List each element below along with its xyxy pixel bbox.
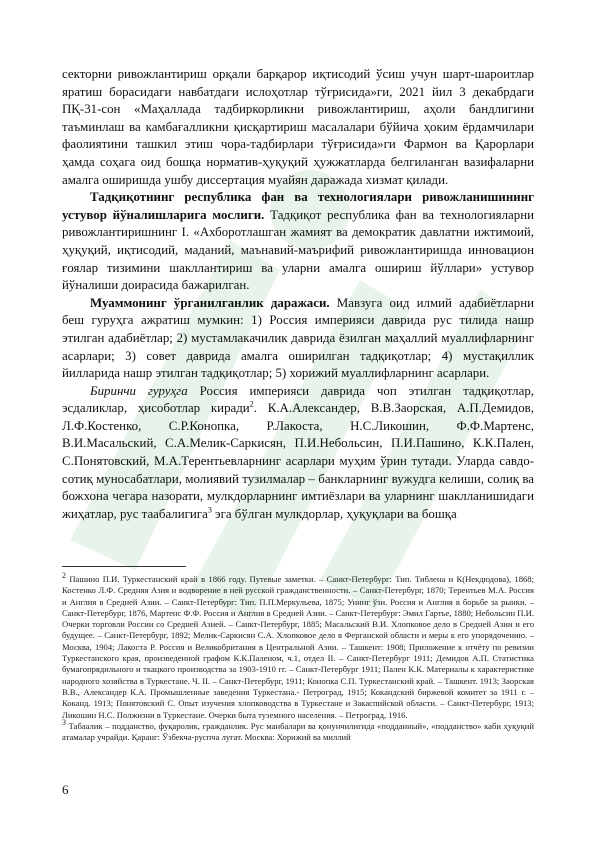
footnote-ref-2[interactable]: 2 bbox=[249, 399, 254, 409]
paragraph-2: Тадқиқотнинг республика фан ва технологиялари ривожланишининг устувор йўналишларига мослиги. Тадқиқот республика фан ва технологияларни ривожлантиришнинг I. «Ахборотлашган жамият ва демократик давлатни ижтимоий, ҳуқуқий, иқтисодий, маданий, маънавий-маърифий ривожлантиришда инновацион ғоялар тизимини шакллантириш ва уларни амалга ошириш йўллари» устувор йўналиши доирасида бажарилган. bbox=[62, 190, 534, 293]
heading-relevance: Тадқиқотнинг республика фан ва технологиялари ривожланишининг устувор йўналишларига мослиги. bbox=[62, 190, 534, 222]
page-number: 6 bbox=[62, 782, 69, 797]
heading-study-degree: Муаммонинг ўрганилганлик даражаси. bbox=[90, 295, 330, 310]
footnote-ref-3[interactable]: 3 bbox=[207, 505, 212, 515]
footnote-3: $^3$ Табаалик – подданство, фуқаролик, гражданлик. Рус манбалари ва қонунчилигида «подданный», «подданство» каби ҳуқуқий атамалар учрайди. Қаранг: Ўзбекча-руспча луғат. Москва: Хорижий ва миллий bbox=[62, 718, 534, 743]
footnotes bbox=[62, 571, 534, 743]
first-group-label: Биринчи гуруҳга bbox=[90, 383, 188, 398]
footnote-separator bbox=[62, 566, 186, 567]
footnote-2: $^2$ Пашино П.И. Туркестанский край в 1866 году. Путевые заметки. – Санкт-Петербург: Тип. Тиблена и К(Некдюдова), 1868; Костенко Л.Ф. Средняя Азия и водворение в ней русской гражданственности. – Санкт-Петербург, 1870; Терентьев М.А. Россия и Англия в Средней Азии. – Санкт-Петербург: Тип. П.П.Меркульева, 1875; Унинг ўзи. Россия и Англия в борьбе за рынки. – Санкт-Петербург, 1876, Мартенс Ф.Ф. Россия и Англия в Средней Азии. – Санкт-Петербург: Эмил Гартье, 1880; Небольсин П.И. Очерки торговли России со Средней Азией. – Санкт-Петербург, 1885; Масальский В.И. Хлопковое дело в Средней Азии и его будущее. – Санкт-Петербург, 1892; Мелик-Саркисян С.А. Хлопковое дело в Ферганской области и меры к его упорядочению. – Москва, 1904; Лакоста Р. Россия и Великобритания в Центральной Азии. – Ташкент: 1908; Приложение к отчёту по ревизии Туркестанского края, произведенной графом К.К.Паленом, ч.1, отдел II. – Санкт-Петербург 1911; Демидов А.П. Статистика бумагопрядильного и ткацкого производства за 1903-1910 гг. – Санкт-Петербург 1911; Пален К.К. Материалы к характеристике народного хозяйства в Туркестане. Ч. II. – Санкт-Петербург, 1911; Конопка С.П. Туркестанский край. – Ташкент. 1913; Заорская В.В., Александер К.А. Промышленные заведения Туркестана.- Петроград, 1915; Кокандский биржевой комитет за 1911 г. – Коканд. 1913; Понятовский С. Опыт изучения хлопководства в Туркестане и Закаспийской области. – Санкт-Петербург, 1913; Ликошин Н.С. Полжизни в Туркестане. Очерки быта туземного населения. – Петроград, 1916. bbox=[62, 571, 534, 720]
paragraph-4: Биринчи гуруҳга Россия империяси даврида чоп этилган тадқиқотлар, эсдаликлар, ҳисоботлар киради$^2$. К.А.Александер, В.В.Заорская, А.П.Демидов, Л.Ф.Костенко, С.Р.Конопка, Р.Лакоста, Н.С.Ликошин, Ф.Ф.Мартенс, В.И.Масальский, С.А.Мелик-Саркисян, П.И.Небольсин, П.И.Пашино, К.К.Пален, С.Понятовский, М.А.Терентьевларнинг асарлари муҳим ўрин тутади. Уларда савдо-сотиқ муносабатлари, молиявий тузилмалар – банкларнинг вужудга келиши, солиқ ва божхона чегара назорати, мулкдорларнинг имтиёзлари ва уларнинг шаклланишидаги жиҳатлар, рус таабалигига$^3$ эга бўлган мулкдорлар, ҳуқуқлари ва бошқа bbox=[62, 383, 534, 521]
main-text bbox=[62, 66, 534, 523]
paragraph-3: Муаммонинг ўрганилганлик даражаси. Мавзуга оид илмий адабиётларни беш гуруҳга ажратиш мумкин: 1) Россия империяси даврида рус тилида нашр этилган адабиётлар; 2) мустамлакачилик даврида ёзилган маҳаллий муаллифларнинг асарлари; 3) совет даврида амалга оширилган тадқиқотлар; 4) мустақиллик йилларида нашр этилган тадқиқотлар; 5) хорижий муаллифларнинг асарлари. bbox=[62, 295, 534, 381]
paragraph-1: секторни ривожлантириш орқали барқарор иқтисодий ўсиш учун шарт-шароитлар яратиш борасидаги навбатдаги ислоҳотлар тўғрисида»ги, 2021 йил 3 декабрдаги ПҚ-31-сон «Маҳаллада тадбиркорликни ривожлантириш, аҳоли бандлигини таъминлаш ва камбағалликни қисқартириш масалалари бўйича ҳоким ёрдамчилари фаолиятини ташкил этиш чора-тадбирлари тўғрисида»ги Фармон ва Қарорлари ҳамда соҳага оид бошқа норматив-ҳуқуқий ҳужжатларда белгиланган вазифаларни амалга оширишда ушбу диссертация муайян даражада хизмат қилади. bbox=[62, 67, 534, 187]
